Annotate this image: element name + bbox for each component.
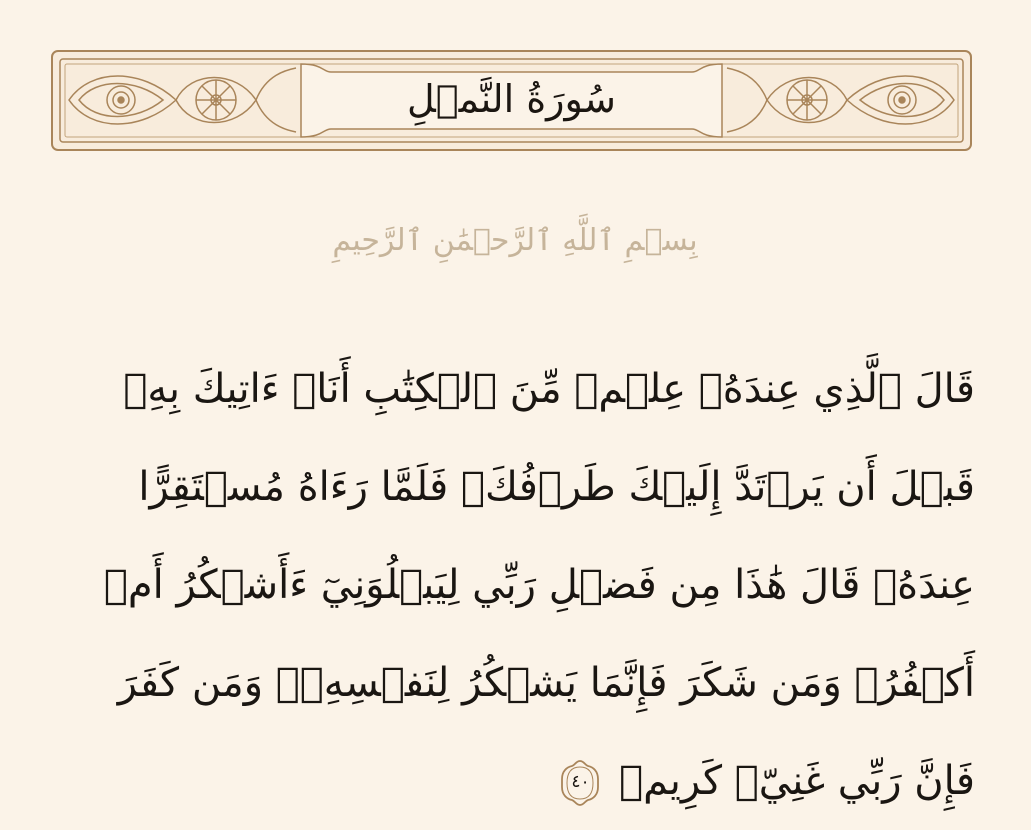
- ayah-number: ٤٠: [571, 772, 590, 792]
- surah-header-frame: [51, 50, 972, 151]
- basmala: بِسۡمِ ٱللَّهِ ٱلرَّحۡمَٰنِ ٱلرَّحِيمِ: [332, 223, 698, 258]
- verse-text: [75, 340, 975, 804]
- surah-title: سُورَةُ النَّمۡلِ: [407, 77, 616, 121]
- ayah-marker: [560, 759, 600, 807]
- verse-body: قَالَ ٱلَّذِي عِندَهُۥ عِلۡمٞ مِّنَ ٱلۡكِتَٰبِ أَنَا۠ ءَاتِيكَ بِهِۦ قَبۡلَ أَن يَرۡتَدَّ إِلَيۡكَ طَرۡفُكَۚ فَلَمَّا رَءَاهُ مُسۡتَقِرًّا عِندَهُۥ قَالَ هَٰذَا مِن فَضۡلِ رَبِّي لِيَبۡلُوَنِيٓ ءَأَشۡكُرُ أَمۡ أَكۡفُرُۖ وَمَن شَكَرَ فَإِنَّمَا يَشۡكُرُ لِنَفۡسِهِۦۖ وَمَن كَفَرَ فَإِنَّ رَبِّي غَنِيّٞ كَرِيمٞ: [103, 366, 975, 804]
